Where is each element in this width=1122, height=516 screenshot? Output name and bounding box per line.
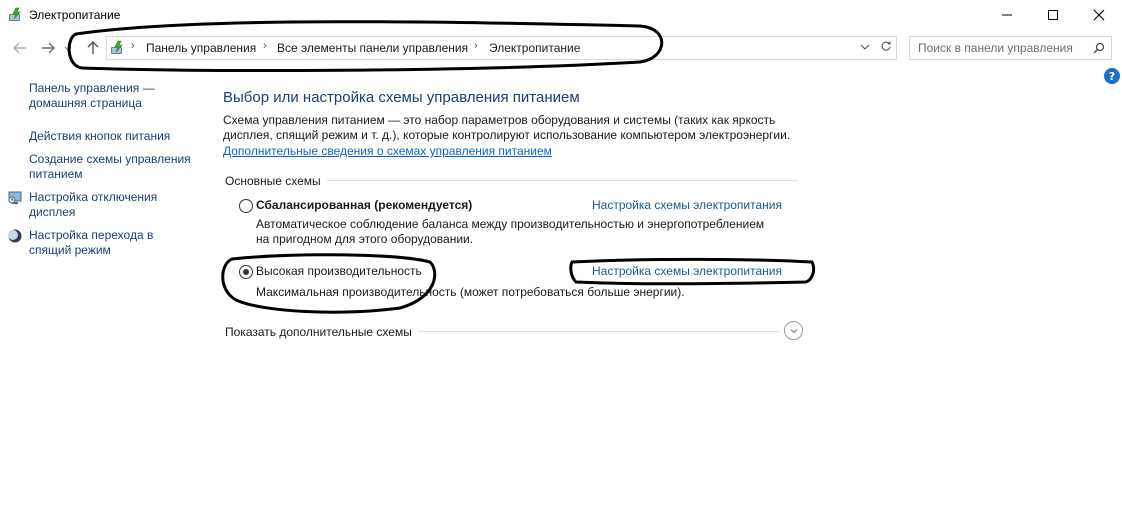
section-label: Основные схемы [225,174,321,188]
refresh-button[interactable] [876,36,897,60]
search-icon[interactable] [1093,41,1105,59]
recent-locations-chevron-icon[interactable] [62,38,74,58]
address-bar[interactable] [106,36,878,60]
window-title: Электропитание [29,8,121,22]
help-icon[interactable]: ? [1104,68,1120,84]
page-title: Выбор или настройка схемы управления питанием [223,89,580,106]
sidebar-item-home[interactable]: Панель управления — домашняя страница [29,81,155,110]
forward-arrow-icon[interactable] [38,38,58,58]
breadcrumb-separator-icon: › [474,40,478,52]
expand-chevron-icon[interactable] [784,321,803,340]
breadcrumb-separator-icon: › [263,40,267,52]
power-options-icon [7,6,25,24]
control-panel-icon [109,39,127,62]
search-field[interactable] [909,36,1112,60]
close-button[interactable] [1076,0,1122,30]
breadcrumb-control-panel[interactable]: Панель управления [146,41,257,55]
minimize-button[interactable] [984,0,1030,30]
page-description: Схема управления питанием — это набор параметров оборудования и системы (таких как яркость дисплея, спящий режим и т. д.), которые контролируют использование компьютером электроэнергии. [223,113,791,142]
show-more-divider [418,331,779,332]
sidebar-item-sleep[interactable]: Настройка перехода в спящий режим [29,228,154,257]
title-bar [0,0,1122,30]
show-additional-plans[interactable]: Показать дополнительные схемы [225,325,412,339]
plan-name-high-performance[interactable]: Высокая производительность [256,264,422,278]
more-info-link[interactable]: Дополнительные сведения о схемах управления питанием [223,144,552,158]
breadcrumb-power-options[interactable]: Электропитание [489,41,581,55]
breadcrumb-separator-icon: › [131,40,135,52]
back-arrow-icon[interactable] [10,38,30,58]
plan-name-balanced[interactable]: Сбалансированная (рекомендуется) [256,198,473,212]
maximize-button[interactable] [1030,0,1076,30]
address-dropdown-chevron-icon[interactable] [859,40,871,58]
radio-balanced[interactable] [239,199,253,213]
plan-description-balanced: Автоматическое соблюдение баланса между производительностью и энергопотреблением на пригодном для этого оборудовании. [256,217,765,246]
navigation-bar [0,32,1122,64]
search-placeholder: Поиск в панели управления [918,41,1073,55]
display-icon [7,190,23,206]
section-divider [327,180,798,181]
plan-description-high-performance: Максимальная производительность (может потребоваться больше энергии). [256,285,685,299]
radio-high-performance[interactable] [239,265,253,279]
up-arrow-icon[interactable] [83,38,103,58]
refresh-icon [880,39,892,57]
sidebar-item-display-off[interactable]: Настройка отключения дисплея [29,190,158,219]
breadcrumb-all-items[interactable]: Все элементы панели управления [277,41,469,55]
plan-settings-link-balanced[interactable]: Настройка схемы электропитания [592,198,782,212]
plan-settings-link-high-performance[interactable]: Настройка схемы электропитания [592,264,782,278]
sidebar-item-create-plan[interactable]: Создание схемы управления питанием [29,152,191,181]
sidebar-item-power-buttons[interactable]: Действия кнопок питания [29,129,171,143]
moon-icon [7,228,23,244]
